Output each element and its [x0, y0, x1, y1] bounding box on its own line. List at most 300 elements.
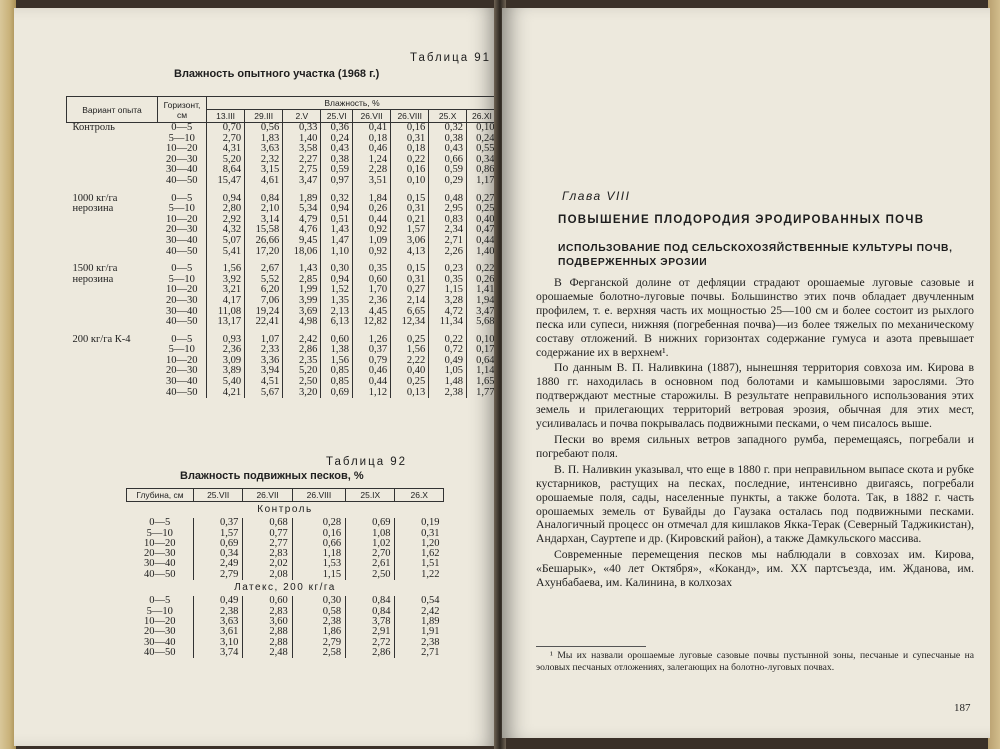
- value-cell: 0,85: [321, 366, 353, 377]
- value-cell: 0,60: [321, 335, 353, 346]
- horizon-cell: 20—30: [166, 365, 198, 377]
- value-cell: 0,33: [283, 123, 321, 134]
- footnote: ¹ Мы их назвали орошаемые луговые сазовые почвы пустынной зоны, песчаные и супесчаные на эоловых песчаных отложениях, залегающих на болотно-луговых почвах.: [536, 650, 974, 673]
- value-cell: 0,56: [245, 123, 283, 134]
- value-cell: 2,86: [283, 345, 321, 356]
- value-cell: 0,16: [292, 529, 345, 539]
- horizon-cell: 40—50: [166, 386, 198, 398]
- value-cell: 0,22: [466, 264, 497, 275]
- value-cell: 1,05: [429, 366, 467, 377]
- value-cell: 0,18: [353, 134, 391, 145]
- value-cell: 12,34: [391, 317, 429, 328]
- value-cell: 5,34: [283, 204, 321, 215]
- date-header: 26.X: [395, 489, 444, 502]
- value-cell: 2,27: [283, 155, 321, 166]
- value-cell: 26,66: [245, 236, 283, 247]
- value-cell: 2,70: [207, 134, 245, 145]
- value-cell: 3,09: [207, 356, 245, 367]
- value-cell: 2,92: [207, 215, 245, 226]
- col-horizon: Горизонт, см: [158, 97, 207, 123]
- horizon-cell: 0—5: [171, 122, 193, 133]
- value-cell: 0,31: [391, 134, 429, 145]
- body-text: [536, 276, 974, 592]
- group-gap: [67, 257, 498, 264]
- value-cell: 12,82: [353, 317, 391, 328]
- value-cell: 3,28: [429, 296, 467, 307]
- value-cell: 2,34: [429, 225, 467, 236]
- value-cell: 2,22: [391, 356, 429, 367]
- date-header: 26.VII: [243, 489, 292, 502]
- value-cell: 5,68: [466, 317, 497, 328]
- value-cell: 0,69: [194, 539, 243, 549]
- value-cell: 1,17: [466, 176, 497, 187]
- value-cell: 3,69: [283, 307, 321, 318]
- value-cell: 2,58: [292, 648, 345, 658]
- value-cell: 0,84: [245, 194, 283, 205]
- value-cell: 15,47: [207, 176, 245, 187]
- value-cell: 2,50: [283, 377, 321, 388]
- value-cell: 2,38: [429, 388, 467, 399]
- value-cell: 0,69: [321, 388, 353, 399]
- value-cell: 2,36: [353, 296, 391, 307]
- value-cell: 1,35: [321, 296, 353, 307]
- value-cell: 2,88: [243, 627, 292, 637]
- value-cell: 0,66: [292, 539, 345, 549]
- value-cell: 0,37: [353, 345, 391, 356]
- value-cell: 1,56: [391, 345, 429, 356]
- date-header: 25.VI: [321, 110, 353, 123]
- value-cell: 2,85: [283, 275, 321, 286]
- horizon-cell: 10—20: [166, 354, 198, 366]
- date-header: 26.XI: [466, 110, 497, 123]
- section-label: Контроль: [257, 504, 313, 515]
- value-cell: 0,94: [321, 204, 353, 215]
- horizon-cell: 20—30: [166, 294, 198, 306]
- value-cell: 5,52: [245, 275, 283, 286]
- variant-label: 1000 кг/га нерозина: [72, 192, 118, 215]
- value-cell: 2,42: [283, 335, 321, 346]
- value-cell: 0,46: [353, 144, 391, 155]
- value-cell: 2,38: [292, 617, 345, 627]
- value-cell: 1,09: [353, 236, 391, 247]
- value-cell: 2,79: [194, 570, 243, 580]
- value-cell: 0,35: [353, 264, 391, 275]
- value-cell: 3,78: [346, 617, 395, 627]
- table-row: [67, 335, 498, 346]
- value-cell: 3,47: [283, 176, 321, 187]
- value-cell: 1,62: [395, 549, 444, 559]
- value-cell: 0,72: [429, 345, 467, 356]
- value-cell: 2,26: [429, 247, 467, 258]
- value-cell: 2,48: [243, 648, 292, 658]
- paragraph: В Ферганской долине от дефляции страдают орошаемые луговые сазовые и орошаемые болотно-луговые почвы. Большинство этих почв обладает двучленным профилем, т. е. верхняя часть их мощностью 25—100 см и более состоит из рыхлого песка или супеси, нижняя (погребенная почва)—из более тяжелых по механическому составу отложений. В нижних горизонтах содержание гумуса и азота превышает содержание их в верхнем¹.: [536, 276, 974, 359]
- value-cell: 0,97: [321, 176, 353, 187]
- value-cell: 6,13: [321, 317, 353, 328]
- value-cell: 3,74: [194, 648, 243, 658]
- value-cell: 2,50: [346, 570, 395, 580]
- value-cell: 0,94: [321, 275, 353, 286]
- value-cell: 1,56: [207, 264, 245, 275]
- value-cell: 1,47: [321, 236, 353, 247]
- date-header: 25.IX: [346, 489, 395, 502]
- value-cell: 3,06: [391, 236, 429, 247]
- chapter-heading: ПОВЫШЕНИЕ ПЛОДОРОДИЯ ЭРОДИРОВАННЫХ ПОЧВ: [558, 214, 925, 226]
- value-cell: 2,91: [346, 627, 395, 637]
- value-cell: 2,67: [245, 264, 283, 275]
- value-cell: 0,51: [321, 215, 353, 226]
- value-cell: 3,58: [283, 144, 321, 155]
- value-cell: 2,36: [207, 345, 245, 356]
- value-cell: 1,99: [283, 285, 321, 296]
- value-cell: 0,26: [353, 204, 391, 215]
- value-cell: 4,31: [207, 144, 245, 155]
- depth-cell: 10—20: [144, 615, 176, 627]
- value-cell: 4,98: [283, 317, 321, 328]
- value-cell: 3,14: [245, 215, 283, 226]
- value-cell: 0,58: [292, 607, 345, 617]
- value-cell: 0,44: [353, 377, 391, 388]
- value-cell: 0,38: [321, 155, 353, 166]
- paragraph: В. П. Наливкин указывал, что еще в 1880 г. при неправильном выпасе скота и рубке кустарников, растущих на песках, последние, интенсивно двигаясь, погребали орошаемые поля, сады, населенные пункты, а также болота. Так, в 1882 г. часть орошаемых земель от Бувайды до Гаузака осталась под подвижными песками. Аналогичный процесс он отмечал для кишлаков Якка-Терак (Северный Таджикистан), Андархан, Сауртепе и др. (Кировский район), а также Дамкульского массива.: [536, 462, 974, 546]
- depth-cell: 40—50: [144, 568, 176, 580]
- value-cell: 0,16: [391, 123, 429, 134]
- value-cell: 0,60: [243, 596, 292, 606]
- value-cell: 5,07: [207, 236, 245, 247]
- value-cell: 7,06: [245, 296, 283, 307]
- value-cell: 0,94: [207, 194, 245, 205]
- value-cell: 0,59: [321, 165, 353, 176]
- value-cell: 5,20: [207, 155, 245, 166]
- value-cell: 0,32: [429, 123, 467, 134]
- value-cell: 0,30: [321, 264, 353, 275]
- value-cell: 0,29: [429, 176, 467, 187]
- date-header: 26.VII: [353, 110, 391, 123]
- value-cell: 0,40: [391, 366, 429, 377]
- value-cell: 1,43: [283, 264, 321, 275]
- col-variant: Вариант опыта: [67, 97, 158, 123]
- value-cell: 3,21: [207, 285, 245, 296]
- value-cell: 1,43: [321, 225, 353, 236]
- variant-label: Контроль: [72, 122, 115, 133]
- value-cell: 2,10: [245, 204, 283, 215]
- date-header: 13.III: [207, 110, 245, 123]
- value-cell: 0,44: [466, 236, 497, 247]
- value-cell: 0,25: [466, 204, 497, 215]
- horizon-cell: 40—50: [166, 316, 198, 328]
- value-cell: 2,83: [243, 607, 292, 617]
- value-cell: 1,91: [395, 627, 444, 637]
- horizon-cell: 0—5: [171, 192, 193, 204]
- value-cell: 2,14: [391, 296, 429, 307]
- date-header: 2.V: [283, 110, 321, 123]
- table-row: [127, 570, 444, 580]
- value-cell: 0,23: [429, 264, 467, 275]
- value-cell: 0,83: [429, 215, 467, 226]
- value-cell: 0,31: [395, 529, 444, 539]
- value-cell: 2,33: [245, 345, 283, 356]
- date-header: 25.X: [429, 110, 467, 123]
- value-cell: 4,21: [207, 388, 245, 399]
- value-cell: 1,51: [395, 559, 444, 569]
- value-cell: 3,61: [194, 627, 243, 637]
- value-cell: 0,43: [321, 144, 353, 155]
- value-cell: 1,53: [292, 559, 345, 569]
- value-cell: 2,71: [429, 236, 467, 247]
- value-cell: 0,34: [466, 155, 497, 166]
- value-cell: 2,42: [395, 607, 444, 617]
- table-row: [67, 264, 498, 275]
- value-cell: 3,47: [466, 307, 497, 318]
- table-92-number: Таблица 92: [326, 456, 408, 468]
- value-cell: 0,18: [391, 144, 429, 155]
- value-cell: 18,06: [283, 247, 321, 258]
- value-cell: 0,15: [391, 194, 429, 205]
- value-cell: 2,86: [346, 648, 395, 658]
- value-cell: 19,24: [245, 307, 283, 318]
- value-cell: 0,10: [466, 123, 497, 134]
- value-cell: 11,34: [429, 317, 467, 328]
- value-cell: 2,08: [243, 570, 292, 580]
- value-cell: 4,51: [245, 377, 283, 388]
- value-cell: 2,35: [283, 356, 321, 367]
- value-cell: 2,83: [243, 549, 292, 559]
- value-cell: 0,32: [321, 194, 353, 205]
- value-cell: 2,02: [243, 559, 292, 569]
- value-cell: 2,38: [194, 607, 243, 617]
- horizon-cell: 0—5: [171, 263, 193, 275]
- value-cell: 1,41: [466, 285, 497, 296]
- value-cell: 1,14: [466, 366, 497, 377]
- horizon-cell: 30—40: [166, 376, 198, 388]
- value-cell: 1,70: [353, 285, 391, 296]
- date-header: 25.VII: [194, 489, 243, 502]
- value-cell: 0,92: [353, 247, 391, 258]
- page-number: 187: [954, 702, 971, 714]
- value-cell: 0,44: [353, 215, 391, 226]
- value-cell: 13,17: [207, 317, 245, 328]
- value-cell: 0,22: [429, 335, 467, 346]
- depth-cell: 5—10: [146, 527, 173, 539]
- value-cell: 1,77: [466, 388, 497, 399]
- value-cell: 2,70: [346, 549, 395, 559]
- value-cell: 2,75: [283, 165, 321, 176]
- value-cell: 0,79: [353, 356, 391, 367]
- table-92: [126, 488, 444, 658]
- value-cell: 2,32: [245, 155, 283, 166]
- value-cell: 0,37: [194, 518, 243, 528]
- horizon-cell: 30—40: [166, 234, 198, 246]
- value-cell: 1,15: [429, 285, 467, 296]
- value-cell: 0,17: [466, 345, 497, 356]
- left-page: [14, 8, 498, 746]
- table-91-number: Таблица 91: [410, 52, 492, 64]
- value-cell: 3,15: [245, 165, 283, 176]
- value-cell: 3,63: [194, 617, 243, 627]
- value-cell: 2,61: [346, 559, 395, 569]
- variant-label: 1500 кг/га нерозина: [72, 263, 118, 285]
- value-cell: 0,27: [466, 194, 497, 205]
- value-cell: 2,88: [243, 638, 292, 648]
- value-cell: 5,67: [245, 388, 283, 399]
- value-cell: 0,10: [391, 176, 429, 187]
- horizon-cell: 40—50: [166, 174, 198, 186]
- value-cell: 1,56: [321, 356, 353, 367]
- value-cell: 0,55: [466, 144, 497, 155]
- value-cell: 1,57: [391, 225, 429, 236]
- value-cell: 1,18: [292, 549, 345, 559]
- value-cell: 0,21: [391, 215, 429, 226]
- value-cell: 6,65: [391, 307, 429, 318]
- value-cell: 1,94: [466, 296, 497, 307]
- value-cell: 0,70: [207, 123, 245, 134]
- col-depth: Глубина, см: [127, 489, 194, 502]
- value-cell: 11,08: [207, 307, 245, 318]
- value-cell: 1,65: [466, 377, 497, 388]
- value-cell: 0,64: [466, 356, 497, 367]
- value-cell: 4,13: [391, 247, 429, 258]
- value-cell: 0,85: [321, 377, 353, 388]
- value-cell: 4,45: [353, 307, 391, 318]
- value-cell: 1,89: [395, 617, 444, 627]
- value-cell: 0,43: [429, 144, 467, 155]
- horizon-cell: 5—10: [168, 132, 195, 144]
- depth-cell: 0—5: [149, 595, 171, 607]
- value-cell: 0,41: [353, 123, 391, 134]
- table-92-title: Влажность подвижных песков, %: [180, 470, 364, 482]
- value-cell: 1,07: [245, 335, 283, 346]
- value-cell: 0,66: [429, 155, 467, 166]
- value-cell: 0,54: [395, 596, 444, 606]
- value-cell: 0,36: [321, 123, 353, 134]
- value-cell: 0,30: [292, 596, 345, 606]
- value-cell: 1,38: [321, 345, 353, 356]
- horizon-cell: 5—10: [168, 203, 195, 215]
- horizon-cell: 10—20: [166, 213, 198, 225]
- value-cell: 0,26: [466, 275, 497, 286]
- value-cell: 1,83: [245, 134, 283, 145]
- value-cell: 0,28: [292, 518, 345, 528]
- value-cell: 17,20: [245, 247, 283, 258]
- value-cell: 2,95: [429, 204, 467, 215]
- date-header: 26.VIII: [391, 110, 429, 123]
- horizon-cell: 5—10: [168, 344, 195, 356]
- value-cell: 0,48: [429, 194, 467, 205]
- value-cell: 1,40: [466, 247, 497, 258]
- value-cell: 0,24: [321, 134, 353, 145]
- section-label: Латекс, 200 кг/га: [234, 582, 336, 594]
- value-cell: 0,47: [466, 225, 497, 236]
- value-cell: 2,80: [207, 204, 245, 215]
- value-cell: 3,92: [207, 275, 245, 286]
- horizon-cell: 20—30: [166, 224, 198, 236]
- horizon-cell: 10—20: [166, 143, 198, 155]
- paragraph: По данным В. П. Наливкина (1887), нынешняя территория совхоза им. Кирова в 1880 гг. находилась в основном под болотами и камышовыми зарослями. Это подтверждают местные старожилы. В результате неправильного использования этих земель и прилегающих территорий ветровая эрозия, обычная для этих мест, усиливалась и почва покрывалась подвижными песками, о чем писалось выше.: [536, 361, 974, 431]
- chapter-label: Глава VIII: [562, 189, 631, 203]
- value-cell: 0,84: [346, 607, 395, 617]
- value-cell: 0,93: [207, 335, 245, 346]
- depth-cell: 5—10: [146, 605, 173, 617]
- paragraph: Пески во время сильных ветров западного румба, перемещаясь, погребали и погребают поля.: [536, 432, 974, 460]
- date-header: 26.VIII: [292, 489, 345, 502]
- value-cell: 0,92: [353, 225, 391, 236]
- variant-label: 200 кг/га К-4: [72, 333, 131, 345]
- value-cell: 3,99: [283, 296, 321, 307]
- value-cell: 3,10: [194, 638, 243, 648]
- value-cell: 4,79: [283, 215, 321, 226]
- value-cell: 2,38: [395, 638, 444, 648]
- value-cell: 0,31: [391, 275, 429, 286]
- value-cell: 1,57: [194, 529, 243, 539]
- table-row: [67, 194, 498, 205]
- value-cell: 1,15: [292, 570, 345, 580]
- value-cell: 4,17: [207, 296, 245, 307]
- right-page: [502, 8, 990, 738]
- section-row: [127, 502, 444, 519]
- value-cell: 4,61: [245, 176, 283, 187]
- value-cell: 1,08: [346, 529, 395, 539]
- value-cell: 1,86: [292, 627, 345, 637]
- value-cell: 5,40: [207, 377, 245, 388]
- value-cell: 0,34: [194, 549, 243, 559]
- value-cell: 5,20: [283, 366, 321, 377]
- depth-cell: 0—5: [149, 517, 171, 529]
- horizon-cell: 30—40: [166, 305, 198, 317]
- value-cell: 0,24: [466, 134, 497, 145]
- table-91-title: Влажность опытного участка (1968 г.): [174, 68, 380, 80]
- value-cell: 1,84: [353, 194, 391, 205]
- value-cell: 1,26: [353, 335, 391, 346]
- value-cell: 0,15: [391, 264, 429, 275]
- value-cell: 0,60: [353, 275, 391, 286]
- depth-cell: 30—40: [144, 636, 176, 648]
- value-cell: 22,41: [245, 317, 283, 328]
- value-cell: 8,64: [207, 165, 245, 176]
- paragraph: Современные перемещения песков мы наблюдали в совхозах им. Кирова, «Бешарык», «40 лет Октября», «Коканд», им. XX партсъезда, им. Жданова, им. Ахунбабаева, им. Калинина, в колхозах: [536, 548, 974, 590]
- table-row: [127, 648, 444, 658]
- group-gap: [67, 187, 498, 194]
- horizon-cell: 5—10: [168, 273, 195, 285]
- depth-cell: 20—30: [144, 626, 176, 638]
- value-cell: 3,36: [245, 356, 283, 367]
- value-cell: 0,31: [391, 204, 429, 215]
- value-cell: 4,76: [283, 225, 321, 236]
- value-cell: 0,49: [194, 596, 243, 606]
- value-cell: 1,40: [283, 134, 321, 145]
- depth-cell: 40—50: [144, 646, 176, 658]
- col-moisture: Влажность, %: [207, 97, 498, 110]
- value-cell: 0,13: [391, 388, 429, 399]
- value-cell: 0,25: [391, 335, 429, 346]
- value-cell: 0,10: [466, 335, 497, 346]
- value-cell: 0,38: [429, 134, 467, 145]
- horizon-cell: 30—40: [166, 164, 198, 176]
- value-cell: 2,28: [353, 165, 391, 176]
- depth-cell: 10—20: [144, 537, 176, 549]
- value-cell: 0,84: [346, 596, 395, 606]
- value-cell: 2,77: [243, 539, 292, 549]
- footnote-rule: [536, 646, 646, 647]
- value-cell: 0,27: [391, 285, 429, 296]
- value-cell: 0,49: [429, 356, 467, 367]
- horizon-cell: 0—5: [171, 333, 193, 345]
- date-header: 29.III: [245, 110, 283, 123]
- value-cell: 1,20: [395, 539, 444, 549]
- value-cell: 1,22: [395, 570, 444, 580]
- value-cell: 5,41: [207, 247, 245, 258]
- value-cell: 1,12: [353, 388, 391, 399]
- value-cell: 3,63: [245, 144, 283, 155]
- value-cell: 0,22: [391, 155, 429, 166]
